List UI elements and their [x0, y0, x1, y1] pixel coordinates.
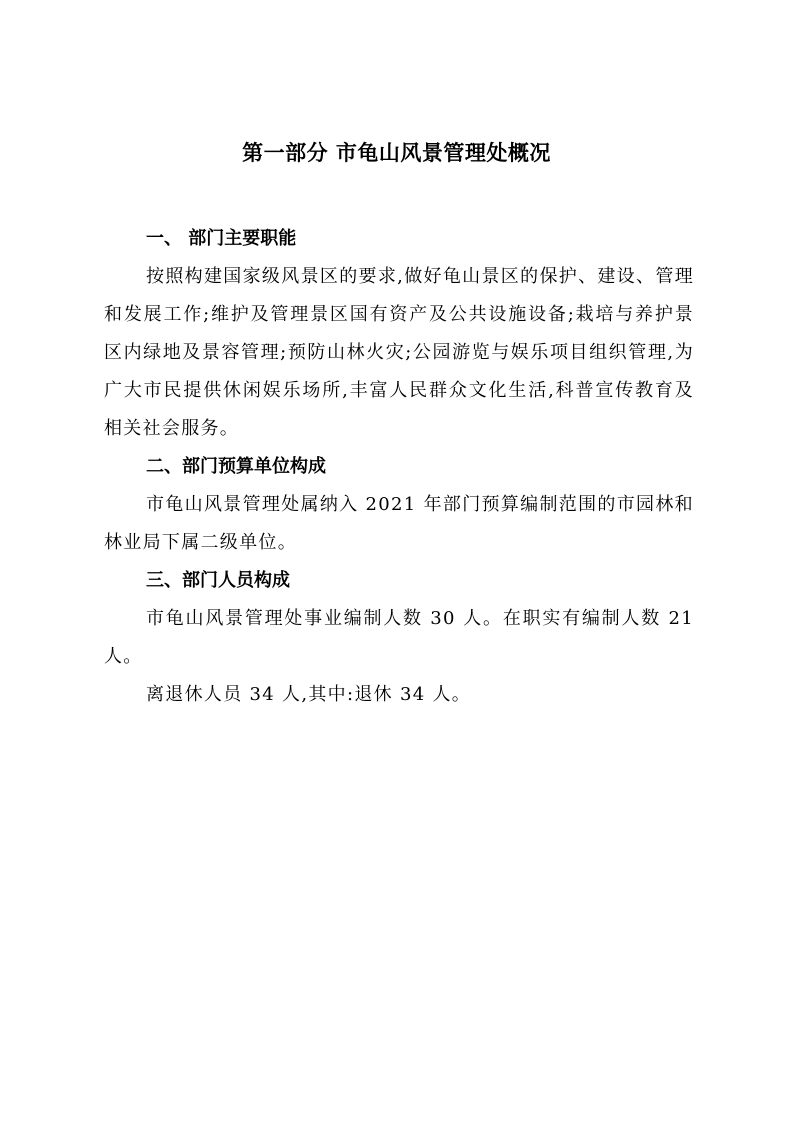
section-budget-units — [104, 448, 694, 562]
section-heading: 一、 部门主要职能 — [146, 228, 297, 249]
document-body — [104, 220, 694, 714]
page-title: 第一部分 市龟山风景管理处概况 — [242, 141, 551, 165]
section-staff-composition — [104, 562, 694, 714]
section-paragraph: 市龟山风景管理处属纳入 2021 年部门预算编制范围的市园林和林业局下属二级单位。 — [104, 494, 694, 553]
section-paragraph: 离退休人员 34 人,其中:退休 34 人。 — [146, 684, 472, 705]
section-main-functions — [104, 220, 694, 448]
section-heading: 三、部门人员构成 — [146, 570, 290, 591]
section-paragraph: 市龟山风景管理处事业编制人数 30 人。在职实有编制人数 21 人。 — [104, 608, 694, 667]
section-heading: 二、部门预算单位构成 — [146, 456, 326, 477]
section-paragraph: 按照构建国家级风景区的要求,做好龟山景区的保护、建设、管理和发展工作;维护及管理景区国有资产及公共设施设备;栽培与养护景区内绿地及景容管理;预防山林火灾;公园游览与娱乐项目组织管理,为广大市民提供休闲娱乐场所,丰富人民群众文化生活,科普宣传教育及相关社会服务。 — [104, 266, 694, 439]
